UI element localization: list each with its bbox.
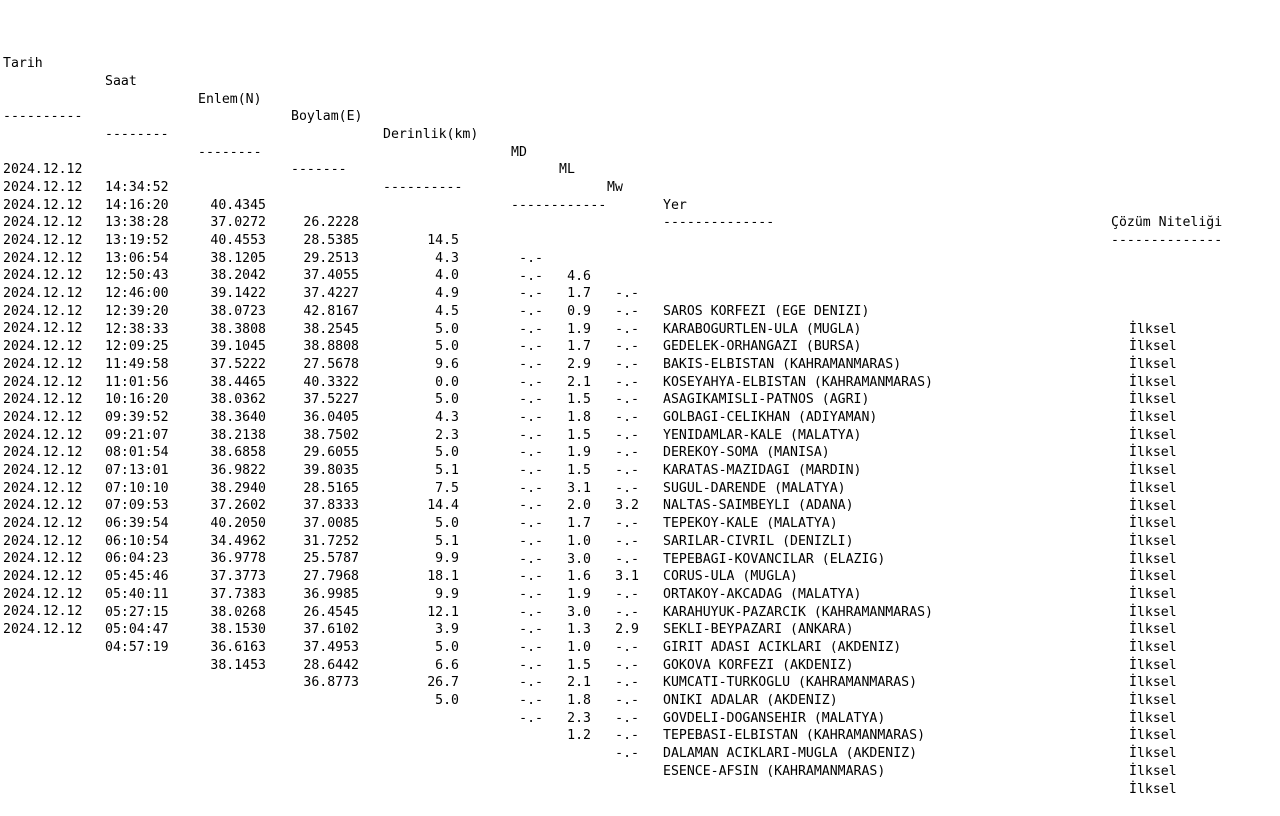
- cell-time: 12:09:25: [105, 339, 169, 355]
- cell-lat: 40.4345: [210, 197, 266, 213]
- cell-location: ONIKI ADALAR (AKDENIZ): [663, 693, 838, 709]
- cell-quality: İlksel: [1129, 693, 1177, 709]
- cell-depth: 5.0: [435, 339, 459, 355]
- cell-location: TEPEBAGI-KOVANCILAR (ELAZIG): [663, 551, 886, 567]
- cell-location: SARILAR-CIVRIL (DENIZLI): [663, 533, 854, 549]
- cell-time: 07:09:53: [105, 498, 169, 514]
- cell-depth: 5.1: [435, 463, 459, 479]
- cell-lat: 38.2042: [210, 268, 266, 284]
- cell-md: -.-: [519, 445, 543, 461]
- separator-depth: ----------: [383, 180, 463, 196]
- cell-location: GOVDELI-DOGANSEHIR (MALATYA): [663, 710, 886, 726]
- cell-date: 2024.12.12: [3, 339, 83, 355]
- cell-quality: İlksel: [1129, 569, 1177, 585]
- cell-depth: 4.3: [435, 409, 459, 425]
- cell-lat: 37.2602: [210, 498, 266, 514]
- cell-quality: İlksel: [1129, 640, 1177, 655]
- cell-time: 12:38:33: [105, 321, 169, 337]
- cell-mw: -.-: [615, 728, 639, 744]
- cell-date: 2024.12.12: [3, 392, 83, 408]
- cell-md: -.-: [519, 586, 543, 602]
- cell-quality: İlksel: [1129, 480, 1177, 496]
- cell-ml: 2.1: [567, 675, 591, 691]
- cell-date: 2024.12.12: [3, 179, 83, 195]
- cell-depth: 9.9: [435, 586, 459, 602]
- cell-lon: 31.7252: [303, 533, 359, 549]
- cell-depth: 4.3: [435, 250, 459, 266]
- header-lon: Boylam(E): [291, 109, 363, 125]
- cell-lat: 34.4962: [210, 533, 266, 549]
- cell-mw: 3.2: [615, 498, 639, 514]
- cell-quality: İlksel: [1129, 516, 1177, 532]
- cell-ml: 1.5: [567, 463, 591, 479]
- cell-time: 06:10:54: [105, 533, 169, 549]
- cell-time: 09:21:07: [105, 427, 169, 443]
- cell-depth: 5.0: [435, 321, 459, 337]
- cell-lon: 37.5227: [303, 392, 359, 408]
- cell-lat: 39.1422: [210, 286, 266, 302]
- separator-magnitudes: ------------: [511, 197, 607, 213]
- cell-quality: İlksel: [1129, 781, 1177, 797]
- cell-lat: 36.6163: [210, 639, 266, 655]
- cell-quality: İlksel: [1129, 410, 1177, 426]
- cell-date: 2024.12.12: [3, 586, 83, 602]
- header-quality: Çözüm Niteliği: [1111, 215, 1223, 231]
- cell-date: 2024.12.12: [3, 268, 83, 284]
- cell-md: -.-: [519, 321, 543, 337]
- cell-mw: -.-: [615, 286, 639, 302]
- cell-quality: İlksel: [1129, 657, 1177, 673]
- cell-time: 14:34:52: [105, 180, 169, 195]
- cell-location: DALAMAN ACIKLARI-MUGLA (AKDENIZ): [663, 746, 918, 762]
- cell-depth: 5.0: [435, 392, 459, 408]
- cell-depth: 7.5: [435, 480, 459, 496]
- cell-lon: 27.7968: [303, 569, 359, 585]
- cell-quality: İlksel: [1129, 622, 1177, 638]
- cell-lat: 38.0362: [210, 392, 266, 408]
- cell-md: -.-: [519, 250, 543, 266]
- cell-lon: 28.5385: [303, 233, 359, 249]
- cell-depth: 5.0: [435, 692, 459, 708]
- header-date: Tarih: [3, 56, 43, 72]
- cell-date: 2024.12.12: [3, 551, 83, 567]
- cell-location: SUGUL-DARENDE (MALATYA): [663, 480, 846, 496]
- cell-md: -.-: [519, 480, 543, 496]
- cell-date: 2024.12.12: [3, 569, 83, 585]
- cell-mw: -.-: [615, 639, 639, 655]
- separator-location: --------------: [663, 215, 775, 231]
- cell-lon: 29.6055: [303, 445, 359, 461]
- cell-md: -.-: [519, 463, 543, 479]
- cell-lat: 36.9822: [210, 463, 266, 479]
- cell-quality: İlksel: [1129, 746, 1177, 762]
- cell-location: KARABOGURTLEN-ULA (MUGLA): [663, 321, 862, 337]
- cell-mw: -.-: [615, 746, 639, 762]
- cell-location: GOKOVA KORFEZI (AKDENIZ): [663, 657, 854, 673]
- cell-depth: 9.9: [435, 551, 459, 567]
- cell-date: 2024.12.12: [3, 233, 83, 249]
- cell-lat: 40.4553: [210, 233, 266, 249]
- cell-date: 2024.12.12: [3, 516, 83, 532]
- cell-time: 09:39:52: [105, 409, 169, 425]
- cell-lon: 29.2513: [303, 250, 359, 266]
- cell-ml: 1.7: [567, 286, 591, 302]
- cell-date: 2024.12.12: [3, 427, 83, 443]
- cell-lat: 38.1205: [210, 250, 266, 266]
- header-lat: Enlem(N): [198, 91, 262, 107]
- cell-time: 13:19:52: [105, 233, 169, 249]
- cell-time: 13:38:28: [105, 215, 169, 231]
- cell-depth: 4.5: [435, 303, 459, 319]
- cell-mw: -.-: [615, 303, 639, 319]
- cell-location: NALTAS-SAIMBEYLI (ADANA): [663, 498, 854, 514]
- cell-depth: 5.1: [435, 533, 459, 549]
- separator-lat: --------: [198, 144, 262, 160]
- cell-mw: -.-: [615, 604, 639, 620]
- cell-mw: -.-: [615, 551, 639, 567]
- cell-mw: -.-: [615, 321, 639, 337]
- cell-location: ASAGIKAMISLI-PATNOS (AGRI): [663, 392, 870, 408]
- cell-mw: -.-: [615, 533, 639, 549]
- cell-mw: 2.9: [615, 622, 639, 638]
- cell-location: ORTAKOY-AKCADAG (MALATYA): [663, 586, 862, 602]
- cell-md: -.-: [519, 356, 543, 372]
- cell-location: TEPEKOY-KALE (MALATYA): [663, 516, 838, 532]
- cell-time: 10:16:20: [105, 392, 169, 408]
- cell-depth: 18.1: [427, 569, 459, 585]
- cell-quality: İlksel: [1129, 533, 1177, 549]
- cell-date: 2024.12.12: [3, 533, 83, 549]
- cell-quality: İlksel: [1129, 339, 1177, 355]
- cell-md: -.-: [519, 639, 543, 655]
- cell-date: 2024.12.12: [3, 445, 83, 461]
- cell-location: KUMCATI-TURKOGLU (KAHRAMANMARAS): [663, 675, 918, 691]
- cell-ml: 1.5: [567, 657, 591, 673]
- cell-lon: 37.4953: [303, 639, 359, 655]
- cell-quality: İlksel: [1129, 586, 1177, 602]
- cell-mw: -.-: [615, 374, 639, 390]
- cell-ml: 4.6: [567, 268, 591, 284]
- cell-lon: 26.2228: [303, 215, 359, 231]
- cell-quality: İlksel: [1129, 498, 1177, 514]
- cell-time: 05:04:47: [105, 622, 169, 638]
- cell-ml: 3.0: [567, 551, 591, 567]
- cell-lon: 38.8808: [303, 339, 359, 355]
- cell-lon: 40.3322: [303, 374, 359, 390]
- cell-date: 2024.12.12: [3, 498, 83, 514]
- earthquake-listing: [3, 2, 1223, 797]
- cell-time: 11:01:56: [105, 374, 169, 390]
- cell-lat: 38.3640: [210, 409, 266, 425]
- separator-time: --------: [105, 126, 169, 142]
- cell-md: -.-: [519, 622, 543, 638]
- cell-quality: İlksel: [1129, 357, 1177, 372]
- cell-location: DEREKOY-SOMA (MANISA): [663, 445, 830, 461]
- cell-quality: İlksel: [1129, 604, 1177, 620]
- cell-mw: -.-: [615, 339, 639, 355]
- cell-time: 05:45:46: [105, 569, 169, 585]
- cell-location: GOLBAGI-CELIKHAN (ADIYAMAN): [663, 410, 878, 426]
- cell-lon: 37.8333: [303, 498, 359, 514]
- cell-time: 05:27:15: [105, 604, 169, 620]
- cell-mw: -.-: [615, 480, 639, 496]
- cell-location: ESENCE-AFSIN (KAHRAMANMARAS): [663, 763, 886, 779]
- cell-ml: 1.8: [567, 693, 591, 709]
- cell-md: -.-: [519, 392, 543, 408]
- cell-location: YENIDAMLAR-KALE (MALATYA): [663, 427, 862, 443]
- cell-lat: 37.5222: [210, 356, 266, 372]
- cell-lon: 38.2545: [303, 321, 359, 337]
- cell-location: GEDELEK-ORHANGAZI (BURSA): [663, 339, 862, 355]
- cell-lat: 37.7383: [210, 586, 266, 602]
- cell-location: KARAHUYUK-PAZARCIK (KAHRAMANMARAS): [663, 604, 933, 620]
- cell-ml: 3.0: [567, 604, 591, 620]
- cell-md: -.-: [519, 516, 543, 532]
- cell-mw: -.-: [615, 516, 639, 532]
- cell-ml: 1.5: [567, 427, 591, 443]
- cell-quality: İlksel: [1129, 445, 1177, 461]
- cell-time: 14:16:20: [105, 197, 169, 213]
- cell-date: 2024.12.12: [3, 604, 83, 620]
- cell-ml: 2.0: [567, 498, 591, 514]
- cell-md: -.-: [519, 427, 543, 443]
- cell-location: CORUS-ULA (MUGLA): [663, 569, 798, 585]
- cell-md: -.-: [519, 604, 543, 620]
- cell-lon: 37.4055: [303, 268, 359, 284]
- cell-ml: 1.0: [567, 533, 591, 549]
- cell-depth: 0.0: [435, 374, 459, 390]
- cell-time: 12:39:20: [105, 303, 169, 319]
- cell-lon: 27.5678: [303, 356, 359, 372]
- cell-time: 05:40:11: [105, 586, 169, 602]
- cell-lat: 38.6858: [210, 445, 266, 461]
- separator-lon: -------: [291, 162, 347, 178]
- cell-depth: 12.1: [427, 604, 459, 620]
- cell-lat: 38.2940: [210, 480, 266, 496]
- cell-ml: 2.9: [567, 356, 591, 372]
- cell-quality: İlksel: [1129, 763, 1177, 779]
- cell-time: 07:10:10: [105, 480, 169, 496]
- cell-lon: 37.6102: [303, 622, 359, 638]
- cell-ml: 1.9: [567, 445, 591, 461]
- cell-date: 2024.12.12: [3, 480, 83, 496]
- cell-date: 2024.12.12: [3, 303, 83, 319]
- cell-lat: 37.0272: [210, 215, 266, 231]
- cell-lon: 37.4227: [303, 286, 359, 302]
- cell-depth: 2.3: [435, 427, 459, 443]
- cell-md: -.-: [519, 710, 543, 726]
- cell-depth: 4.0: [435, 268, 459, 284]
- cell-md: -.-: [519, 303, 543, 319]
- cell-time: 13:06:54: [105, 250, 169, 266]
- cell-ml: 1.7: [567, 339, 591, 355]
- cell-mw: -.-: [615, 657, 639, 673]
- header-ml: ML: [559, 162, 575, 178]
- cell-depth: 14.5: [427, 233, 459, 249]
- cell-quality: İlksel: [1129, 728, 1177, 744]
- cell-time: 06:39:54: [105, 516, 169, 532]
- cell-mw: -.-: [615, 445, 639, 461]
- cell-time: 06:04:23: [105, 551, 169, 567]
- cell-lat: 39.1045: [210, 339, 266, 355]
- cell-lon: 36.9985: [303, 586, 359, 602]
- cell-time: 07:13:01: [105, 463, 169, 478]
- cell-quality: İlksel: [1129, 675, 1177, 691]
- cell-ml: 1.6: [567, 569, 591, 585]
- cell-lat: 38.4465: [210, 374, 266, 390]
- cell-md: -.-: [519, 675, 543, 691]
- cell-mw: -.-: [615, 710, 639, 726]
- cell-md: -.-: [519, 498, 543, 514]
- cell-ml: 1.3: [567, 622, 591, 638]
- cell-date: 2024.12.12: [3, 409, 83, 425]
- cell-lon: 26.4545: [303, 604, 359, 620]
- cell-lat: 38.1453: [210, 657, 266, 673]
- separator-quality: --------------: [1111, 233, 1223, 249]
- cell-ml: 1.2: [567, 728, 591, 744]
- cell-md: -.-: [519, 657, 543, 673]
- cell-location: TEPEBASI-ELBISTAN (KAHRAMANMARAS): [663, 728, 926, 744]
- cell-location: BAKIS-ELBISTAN (KAHRAMANMARAS): [663, 356, 902, 372]
- cell-date: 2024.12.12: [3, 374, 83, 390]
- cell-mw: -.-: [615, 410, 639, 426]
- cell-ml: 1.8: [567, 410, 591, 426]
- cell-quality: İlksel: [1129, 551, 1177, 567]
- header-location: Yer: [663, 197, 687, 213]
- cell-mw: -.-: [615, 675, 639, 691]
- cell-date: 2024.12.12: [3, 250, 83, 266]
- cell-lat: 38.1530: [210, 622, 266, 638]
- cell-lat: 38.2138: [210, 427, 266, 443]
- cell-depth: 5.0: [435, 516, 459, 532]
- cell-mw: -.-: [615, 392, 639, 408]
- cell-md: -.-: [519, 268, 543, 284]
- cell-depth: 5.0: [435, 639, 459, 655]
- cell-time: 08:01:54: [105, 445, 169, 461]
- cell-lon: 36.8773: [303, 675, 359, 691]
- cell-mw: -.-: [615, 586, 639, 602]
- cell-location: SAROS KORFEZI (EGE DENIZI): [663, 303, 870, 319]
- header-md: MD: [511, 144, 527, 160]
- cell-depth: 3.9: [435, 622, 459, 638]
- cell-md: -.-: [519, 410, 543, 425]
- cell-md: -.-: [519, 551, 543, 567]
- cell-lat: 38.0268: [210, 604, 266, 620]
- cell-mw: -.-: [615, 427, 639, 443]
- cell-depth: 5.0: [435, 445, 459, 461]
- cell-lon: 42.8167: [303, 303, 359, 319]
- cell-depth: 26.7: [427, 675, 459, 691]
- cell-quality: İlksel: [1129, 321, 1177, 337]
- cell-location: KARATAS-MAZIDAGI (MARDIN): [663, 463, 862, 479]
- cell-depth: 9.6: [435, 356, 459, 372]
- cell-ml: 2.3: [567, 710, 591, 726]
- cell-quality: İlksel: [1129, 463, 1177, 479]
- cell-ml: 1.0: [567, 639, 591, 655]
- cell-ml: 1.9: [567, 321, 591, 337]
- cell-lat: 40.2050: [210, 516, 266, 532]
- cell-md: -.-: [519, 339, 543, 355]
- cell-lon: 39.8035: [303, 463, 359, 479]
- cell-depth: 4.9: [435, 286, 459, 302]
- header-time: Saat: [105, 73, 137, 89]
- cell-lon: 38.7502: [303, 427, 359, 443]
- cell-lon: 28.6442: [303, 657, 359, 673]
- header-depth: Derinlik(km): [383, 126, 479, 142]
- cell-lat: 36.9778: [210, 551, 266, 567]
- cell-date: 2024.12.12: [3, 356, 83, 372]
- cell-quality: İlksel: [1129, 392, 1177, 408]
- cell-md: -.-: [519, 374, 543, 390]
- cell-time: 04:57:19: [105, 639, 169, 655]
- cell-ml: 1.9: [567, 586, 591, 602]
- cell-time: 12:46:00: [105, 286, 169, 302]
- cell-mw: 3.1: [615, 569, 639, 585]
- cell-depth: 6.6: [435, 657, 459, 673]
- cell-date: 2024.12.12: [3, 162, 83, 178]
- cell-date: 2024.12.12: [3, 321, 83, 337]
- cell-quality: İlksel: [1129, 374, 1177, 390]
- cell-ml: 1.5: [567, 392, 591, 408]
- cell-quality: İlksel: [1129, 710, 1177, 726]
- cell-ml: 0.9: [567, 303, 591, 319]
- cell-time: 12:50:43: [105, 268, 169, 284]
- cell-md: -.-: [519, 533, 543, 549]
- cell-date: 2024.12.12: [3, 622, 83, 638]
- cell-md: -.-: [519, 693, 543, 708]
- cell-date: 2024.12.12: [3, 197, 83, 213]
- cell-md: -.-: [519, 286, 543, 302]
- cell-lat: 37.3773: [210, 569, 266, 585]
- cell-mw: -.-: [615, 356, 639, 372]
- cell-quality: İlksel: [1129, 427, 1177, 443]
- cell-lat: 38.3808: [210, 321, 266, 337]
- cell-mw: -.-: [615, 463, 639, 479]
- cell-ml: 3.1: [567, 480, 591, 496]
- cell-lon: 37.0085: [303, 516, 359, 532]
- cell-lon: 25.5787: [303, 551, 359, 567]
- cell-depth: 14.4: [427, 498, 459, 514]
- cell-ml: 2.1: [567, 374, 591, 390]
- header-mw: Mw: [607, 180, 623, 196]
- cell-time: 11:49:58: [105, 356, 169, 372]
- cell-date: 2024.12.12: [3, 462, 83, 478]
- cell-lat: 38.0723: [210, 303, 266, 319]
- cell-lon: 28.5165: [303, 480, 359, 496]
- cell-location: KOSEYAHYA-ELBISTAN (KAHRAMANMARAS): [663, 374, 933, 390]
- cell-location: SEKLI-BEYPAZARI (ANKARA): [663, 622, 854, 638]
- cell-md: -.-: [519, 569, 543, 585]
- cell-mw: -.-: [615, 693, 639, 709]
- cell-ml: 1.7: [567, 516, 591, 532]
- separator-date: ----------: [3, 109, 83, 125]
- cell-date: 2024.12.12: [3, 215, 83, 231]
- cell-location: GIRIT ADASI ACIKLARI (AKDENIZ): [663, 639, 902, 655]
- cell-date: 2024.12.12: [3, 286, 83, 302]
- cell-lon: 36.0405: [303, 409, 359, 425]
